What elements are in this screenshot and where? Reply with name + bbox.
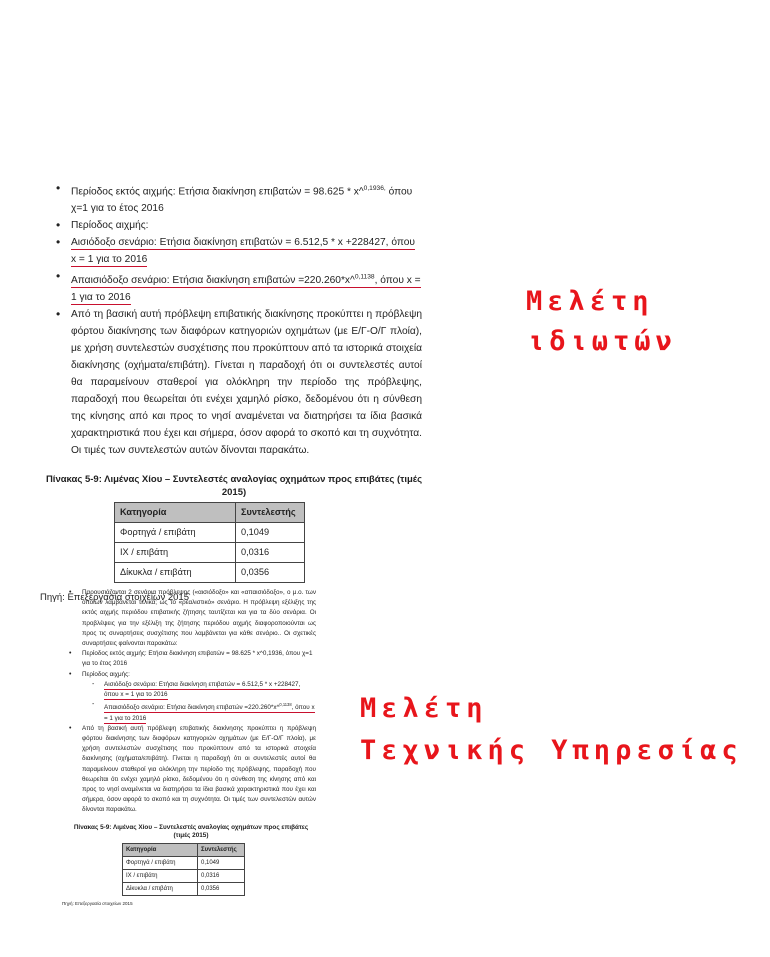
forecast-bullet-list	[52, 180, 422, 459]
table-source: Πηγή: Επεξεργασία στοιχείων 2015	[40, 591, 189, 603]
optimistic-scenario	[82, 680, 316, 700]
table-cell: 0,0356	[236, 562, 305, 582]
off-peak-exponent: 0,1936,	[363, 185, 386, 192]
table-cell: ΙΧ / επιβάτη	[115, 542, 236, 562]
pessimistic-formula-tail: , όπου x = 1 για το 2016	[104, 704, 315, 722]
table-cell: Δίκυκλα / επιβάτη	[115, 562, 236, 582]
optimistic-scenario	[52, 234, 422, 268]
table-header-category: Κατηγορία	[115, 502, 236, 522]
table-header-row	[115, 502, 305, 522]
table-caption: Πίνακας 5-9: Λιμένας Χίου – Συντελεστές αναλογίας οχημάτων προς επιβάτες (τιμές 2015)	[45, 473, 423, 498]
table-row	[115, 542, 305, 562]
pessimistic-scenario-text	[104, 704, 315, 723]
technical-study-excerpt	[62, 588, 316, 910]
pessimistic-scenario-text	[71, 275, 421, 305]
technical-study-label-line1: Μελέτη	[360, 693, 488, 724]
pessimistic-exponent: 0,1138	[279, 702, 292, 708]
table-source: Πηγή: Επεξεργασία στοιχείων 2015	[62, 901, 133, 907]
off-peak-formula-tail: όπου χ=1 για το έτος 2016	[71, 186, 413, 215]
private-study-label-line2: ιδιωτών	[528, 326, 677, 357]
table-cell: 0,0316	[236, 542, 305, 562]
table-header-coefficient: Συντελεστής	[236, 502, 305, 522]
pessimistic-formula: Απαισιόδοξο σενάριο: Ετήσια διακίνηση επιβατών =220.260*x^	[104, 704, 280, 712]
table-cell: 0,0316	[198, 869, 245, 882]
off-peak-formula: • Περίοδος εκτός αιχμής: Ετήσια διακίνηση επιβατών = 98.625 * x^0,1936, όπου χ=1 για το έτος 2016	[66, 649, 316, 669]
technical-study-label	[360, 688, 743, 772]
table-cell: Φορτηγά / επιβάτη	[115, 522, 236, 542]
private-study-excerpt	[40, 180, 423, 606]
peak-scenarios-list	[82, 680, 316, 724]
pessimistic-scenario	[52, 268, 422, 305]
pessimistic-formula-tail: , όπου x = 1 για το 2016	[71, 274, 421, 303]
table-header-row	[123, 843, 245, 856]
pessimistic-scenario	[82, 700, 316, 724]
optimistic-scenario-text: Αισιόδοξο σενάριο: Ετήσια διακίνηση επιβατών = 6.512,5 * x +228427, όπου x = 1 για το 2016	[104, 680, 301, 699]
coefficients-table	[122, 843, 245, 897]
table-row	[123, 856, 245, 869]
scenarios-intro: • Παρουσιάζονται 2 σενάρια πρόβλεψης («αισιόδοξο» και «απαισιόδοξο», ο μ.ο. των οποίων λαμβάνεται τελικά; ως το «ρεαλιστικό» σενάριο. Η πρόβλεψη εξέλιξης της εκτός αιχμής περιόδου επιβατικής ζήτησης ταυτίζεται και για τα δύο σενάρια. Οι προβλέψεις για την εξέλιξη της ζήτησης περιόδου αιχμής διαφοροποιούνται ως προς τις συναρτήσεις συσχέτισης που λαμβάνεται για κάθε σενάριο.. Οι σχετικές συναρτήσεις φαίνονται παρακάτω:	[66, 588, 316, 649]
pessimistic-exponent: 0,1138	[354, 273, 375, 281]
technical-study-label-line2: Τεχνικής Υπηρεσίας	[360, 735, 743, 766]
table-cell: 0,1049	[236, 522, 305, 542]
optimistic-scenario-text: Αισιόδοξο σενάριο: Ετήσια διακίνηση επιβατών = 6.512,5 * x +228427, όπου x = 1 για το 2016	[71, 237, 415, 266]
table-cell: 0,0356	[198, 883, 245, 896]
table-cell: Φορτηγά / επιβάτη	[123, 856, 198, 869]
table-row	[123, 869, 245, 882]
table-row	[115, 562, 305, 582]
peak-period-text: Περίοδος αιχμής:	[82, 670, 130, 678]
table-header-coefficient: Συντελεστής	[198, 843, 245, 856]
off-peak-formula-text: Περίοδος εκτός αιχμής: Ετήσια διακίνηση επιβατών = 98.625 * x^	[71, 186, 364, 198]
forecast-bullet-list	[66, 588, 316, 816]
peak-period-label: • Περίοδος αιχμής:	[52, 217, 422, 234]
table-cell: Δίκυκλα / επιβάτη	[123, 883, 198, 896]
off-peak-formula	[52, 180, 422, 217]
private-study-label-line1: Μελέτη	[526, 286, 654, 317]
table-header-category: Κατηγορία	[123, 843, 198, 856]
vehicle-forecast-paragraph: • Από τη βασική αυτή πρόβλεψη επιβατικής διακίνησης προκύπτει η πρόβλεψη φόρτου διακίνησης των διαφόρων κατηγοριών οχημάτων (με Ε/Γ-Ο/Γ πλοία), με χρήση συντελεστών συσχέτισης που προκύπτουν από τα ιστορικά στοιχεία διακίνησης (οχήματα/επιβάτη). Γίνεται η παραδοχή ότι οι συντελεστές αυτοί θα παραμείνουν σταθεροί για ολόκληρη την περίοδο της πρόβλεψης, παραδοχή που θεωρείται ότι ενέχει χαμηλό ρίσκο, δεδομένου ότι η σύνθεση της κίνησης από και προς το νησί αναμένεται να διατηρήσει τα ίδια βασικά χαρακτηριστικά που έχει και σήμερα, όσον αφορά το σκοπό και τη συχνότητα. Οι τιμές των συντελεστών αυτών δίνονται παρακάτω.	[52, 306, 422, 459]
table-cell: ΙΧ / επιβάτη	[123, 869, 198, 882]
peak-period-label	[66, 670, 316, 724]
table-caption: Πίνακας 5-9: Λιμένας Χίου – Συντελεστές αναλογίας οχημάτων προς επιβάτες (τιμές 2015)	[73, 823, 309, 840]
vehicle-forecast-paragraph: • Από τη βασική αυτή πρόβλεψη επιβατικής διακίνησης προκύπτει η πρόβλεψη φόρτου διακίνησης των διαφόρων κατηγοριών οχημάτων (με Ε/Γ-Ο/Γ πλοία), με χρήση συντελεστών συσχέτισης που προκύπτουν από τα ιστορικά στοιχεία διακίνησης (οχήματα/επιβάτη). Γίνεται η παραδοχή ότι οι συντελεστές αυτοί θα παραμείνουν σταθεροί για ολόκληρη την περίοδο της πρόβλεψης, παραδοχή που θεωρείται ότι ενέχει χαμηλό ρίσκο, δεδομένου ότι η σύνθεση της κίνησης από και προς το νησί αναμένεται να διατηρήσει τα ίδια βασικά χαρακτηριστικά που έχει και σήμερα, όσον αφορά το σκοπό και τη συχνότητα. Οι τιμές των συντελεστών αυτών δίνονται παρακάτω.	[66, 724, 316, 816]
private-study-label	[526, 282, 677, 362]
coefficients-table	[114, 502, 305, 583]
table-row	[123, 883, 245, 896]
pessimistic-formula: Απαισιόδοξο σενάριο: Ετήσια διακίνηση επιβατών =220.260*x^	[71, 274, 355, 286]
table-row	[115, 522, 305, 542]
table-cell: 0,1049	[198, 856, 245, 869]
